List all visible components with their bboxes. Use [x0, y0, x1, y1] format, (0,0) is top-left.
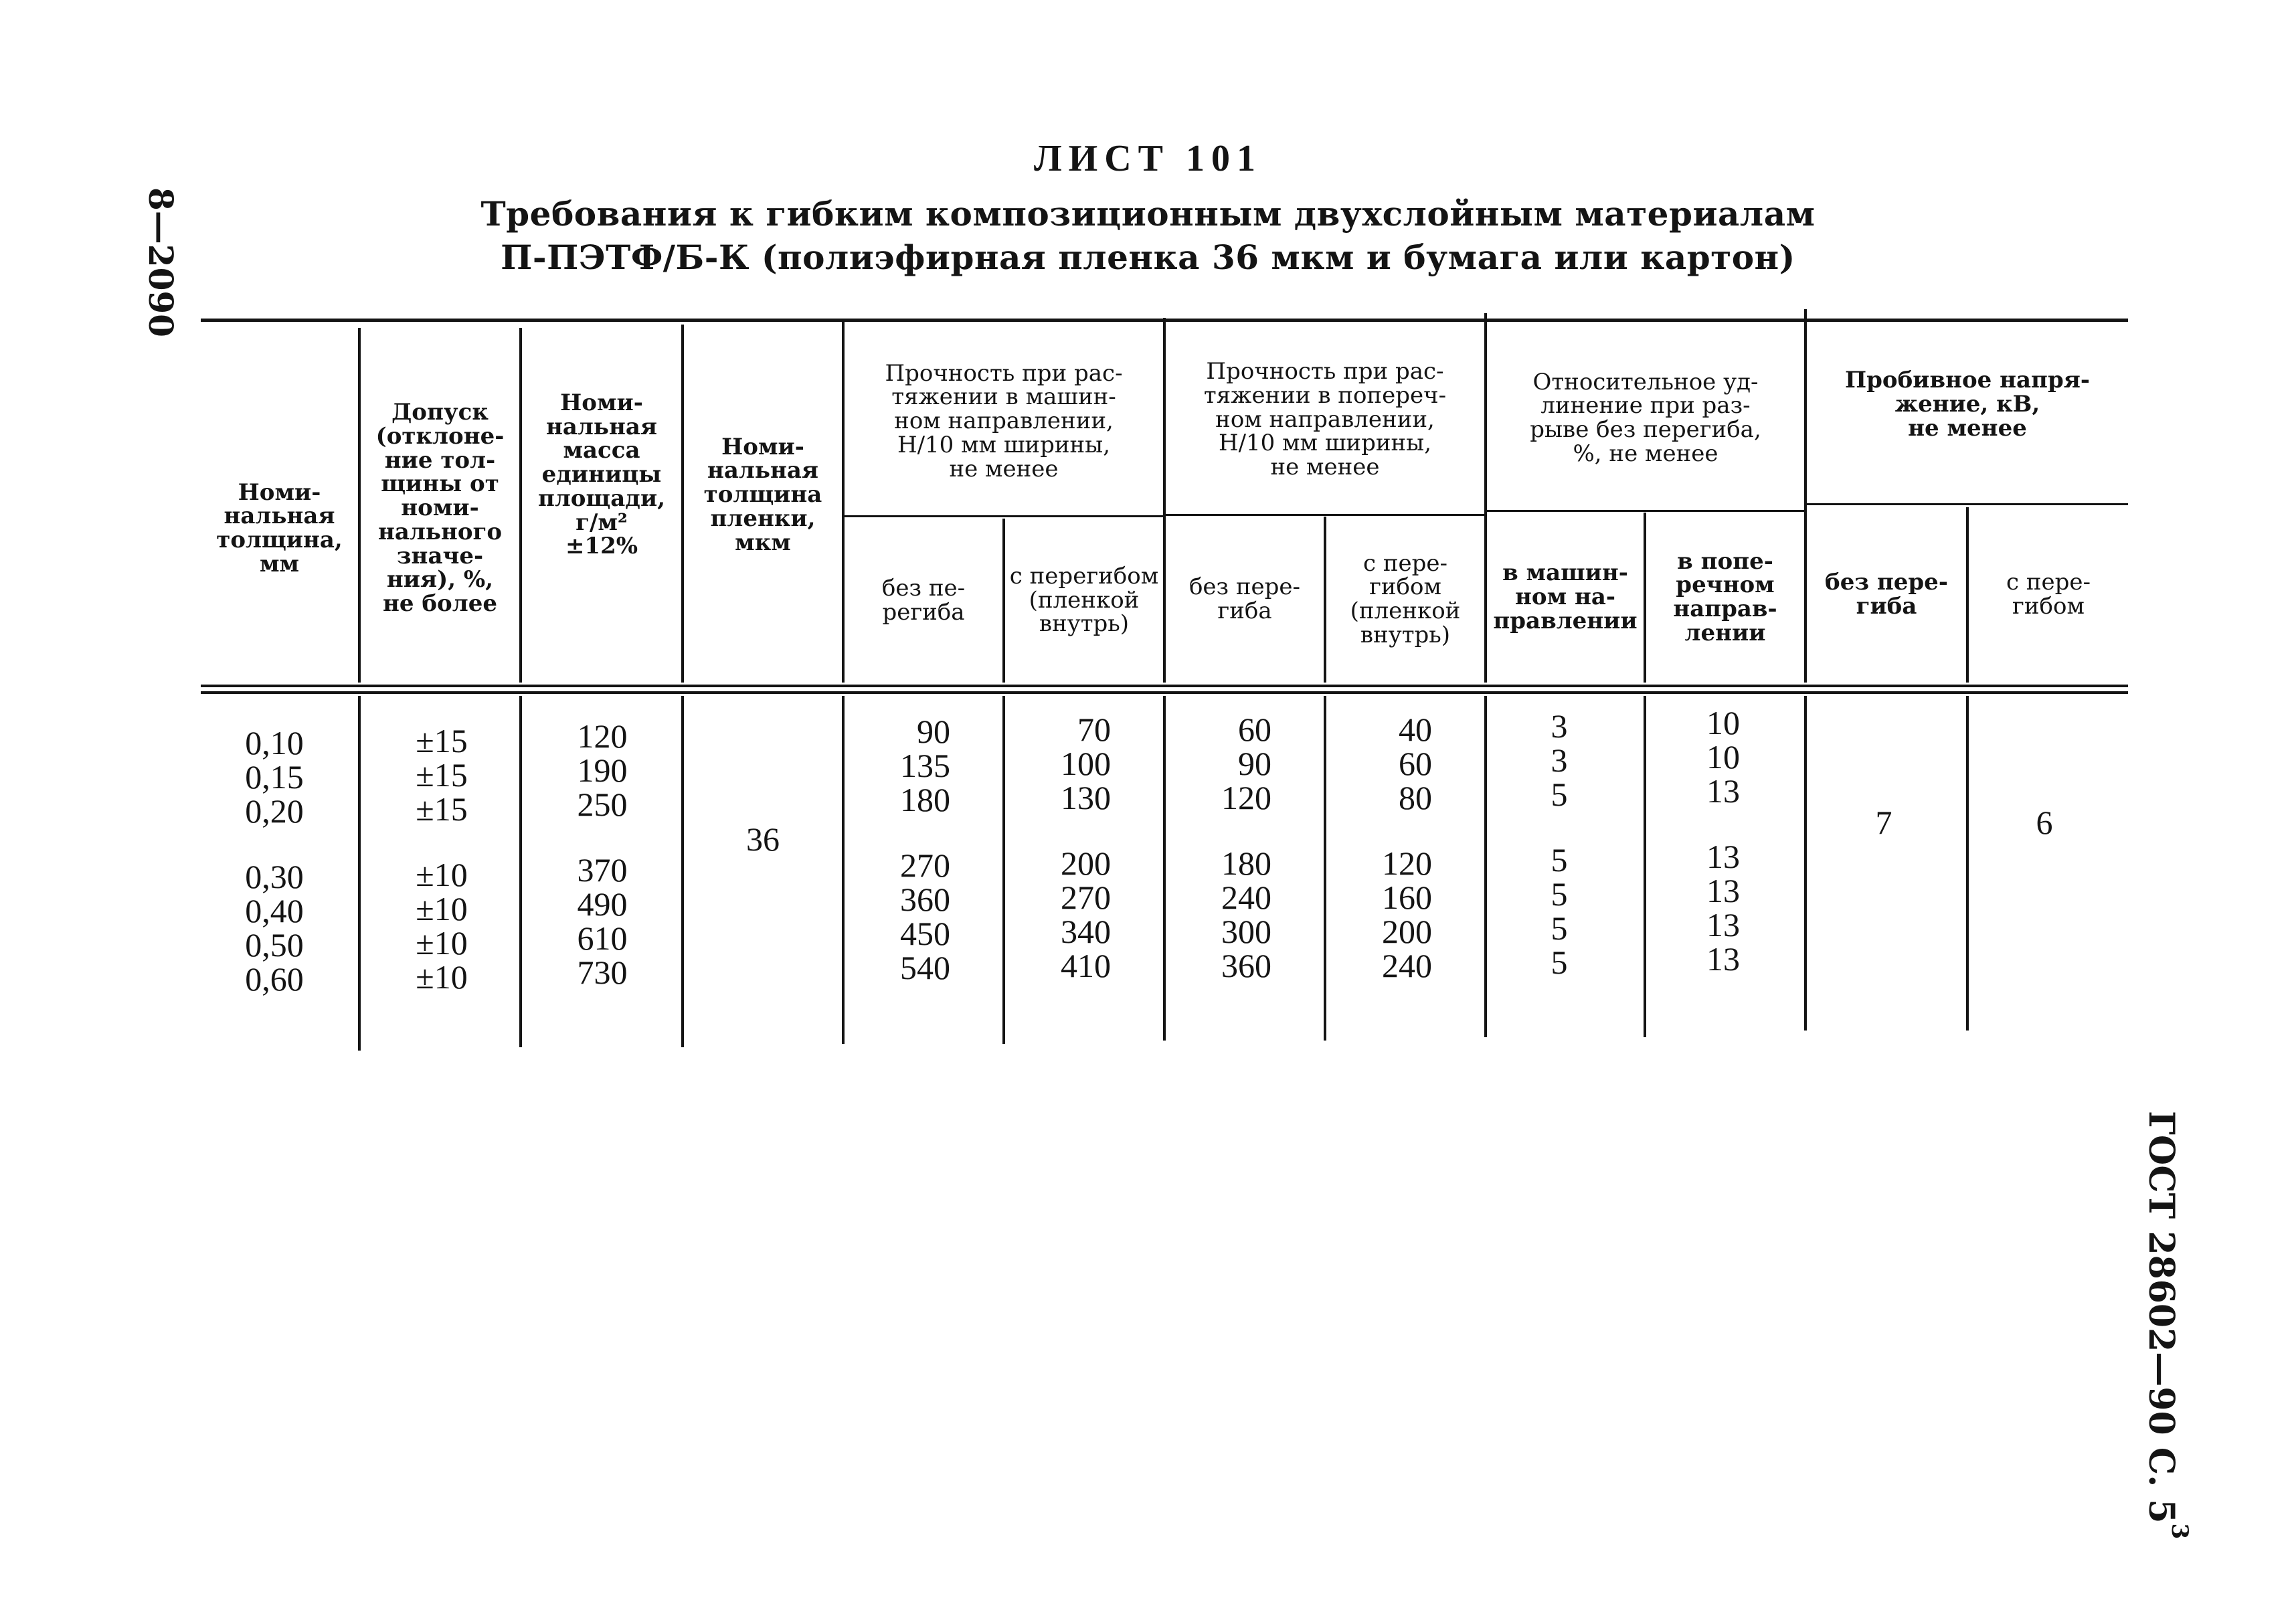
- column-strength-cross-bend: [1352, 713, 1432, 983]
- table-cell: 120: [1382, 844, 1432, 882]
- header-strength-machine: Прочность при рас- тяжении в машин- ном направлении, Н/10 мм ширины, не менее: [885, 359, 1123, 482]
- table-cell: 13: [1706, 940, 1740, 978]
- film-thickness-value: 36: [746, 820, 780, 858]
- table-cell: 5: [1551, 944, 1568, 981]
- table-caption-line-2: П-ПЭТФ/Б-К (полиэфирная пленка 36 мкм и бумага или картон): [501, 238, 1795, 277]
- table-cell: 0,15: [245, 758, 304, 796]
- table-cell: 10: [1706, 704, 1740, 741]
- table-cell: 5: [1551, 776, 1568, 813]
- table-cell: 135: [900, 747, 950, 784]
- header-rule-1: [201, 685, 2128, 687]
- breakdown-bend-value: 6: [2036, 804, 2053, 841]
- left-margin-code: 8—2090: [141, 187, 181, 337]
- breakdown-no-bend-value: 7: [1875, 804, 1892, 841]
- table-cell: 80: [1399, 779, 1432, 816]
- table-cell: 180: [1221, 844, 1271, 882]
- subhead-rule-a: [845, 515, 1164, 517]
- table-cell: 0,20: [245, 792, 304, 830]
- table-cell: 490: [577, 885, 628, 923]
- table-cell: 240: [1382, 947, 1432, 984]
- col-divider: [842, 696, 845, 1044]
- column-mass: [535, 719, 669, 990]
- table-cell: 270: [1061, 879, 1111, 916]
- header-tolerance: Допуск (отклоне- ние тол- щины от номи- нального значе- ния), %, не более: [375, 399, 505, 617]
- col-divider: [519, 696, 522, 1047]
- table-cell: ±10: [416, 890, 468, 927]
- subheader-no-bend: без пере- гиба: [1825, 569, 1948, 620]
- column-elongation-cross: [1686, 706, 1760, 976]
- table-cell: 190: [577, 751, 628, 789]
- table-cell: 240: [1221, 879, 1271, 916]
- table-cell: 730: [577, 954, 628, 991]
- header-elongation: Относительное уд- линение при раз- рыве без перегиба, %, не менее: [1530, 368, 1761, 467]
- table-cell: 410: [1061, 947, 1111, 984]
- table-cell: 60: [1238, 711, 1271, 748]
- col-divider: [1804, 696, 1807, 1031]
- subhead-rule-c: [1487, 510, 1804, 512]
- col-divider: [1002, 696, 1005, 1044]
- table-cell: 370: [577, 851, 628, 889]
- header-film-thickness: Номи- нальная толщина пленки, мкм: [703, 433, 822, 556]
- subheader-cross-direction: в попе- речном направ- лении: [1673, 547, 1777, 646]
- standard-sup: 3: [2166, 1523, 2193, 1540]
- table-cell: 3: [1551, 741, 1568, 779]
- column-strength-machine-bend: [1031, 713, 1111, 983]
- table-cell: ±10: [416, 924, 468, 962]
- table-cell: 540: [900, 949, 950, 986]
- header-breakdown-voltage: Пробивное напря- жение, кВ, не менее: [1845, 367, 2090, 442]
- subheader-with-bend: с пере- гибом (пленкой внутрь): [1350, 549, 1461, 648]
- table-cell: 270: [900, 846, 950, 884]
- table-cell: 100: [1061, 745, 1111, 782]
- col-divider: [358, 696, 361, 1051]
- table-cell: 450: [900, 915, 950, 952]
- subhead-rule-d: [1807, 503, 2128, 505]
- table-cell: 70: [1077, 711, 1111, 748]
- column-nominal-thickness: [214, 726, 335, 996]
- col-divider: [1644, 696, 1646, 1037]
- table-cell: 200: [1382, 913, 1432, 950]
- table-cell: 610: [577, 919, 628, 957]
- table-cell: 120: [577, 717, 628, 755]
- table-cell: 5: [1551, 841, 1568, 879]
- table-cell: 3: [1551, 707, 1568, 745]
- subheader-with-bend: с перегибом (пленкой внутрь): [1009, 562, 1159, 638]
- header-rule-2: [201, 691, 2128, 694]
- table-cell: 10: [1706, 738, 1740, 776]
- subheader-with-bend: с пере- гибом: [2006, 569, 2091, 620]
- subheader-no-bend: без пе- региба: [881, 574, 966, 626]
- table-cell: 13: [1706, 838, 1740, 875]
- table-cell: 5: [1551, 875, 1568, 913]
- table-cell: 0,50: [245, 926, 304, 964]
- table-cell: 13: [1706, 906, 1740, 944]
- table-cell: ±10: [416, 856, 468, 893]
- table-cell: 13: [1706, 872, 1740, 909]
- subheader-no-bend: без пере- гиба: [1188, 573, 1301, 624]
- table-cell: 90: [917, 713, 950, 750]
- table-cell: 250: [577, 786, 628, 823]
- header-nominal-thickness: Номи- нальная толщина, мм: [216, 478, 343, 577]
- column-tolerance: [375, 724, 509, 994]
- table-cell: 340: [1061, 913, 1111, 950]
- column-elongation-machine: [1526, 709, 1593, 980]
- col-divider: [1324, 696, 1326, 1041]
- table-cell: 130: [1061, 779, 1111, 816]
- table-cell: 0,40: [245, 892, 304, 929]
- table-caption-line-1: Требования к гибким композиционным двухслойным материалам: [480, 194, 1816, 234]
- table-cell: 40: [1399, 711, 1432, 748]
- table-cell: 13: [1706, 772, 1740, 810]
- table-cell: ±15: [416, 790, 468, 828]
- table-cell: ±15: [416, 756, 468, 794]
- col-divider: [1484, 696, 1487, 1037]
- table-cell: 160: [1382, 879, 1432, 916]
- table-cell: 0,30: [245, 858, 304, 895]
- sheet-title: ЛИСТ 101: [1033, 138, 1263, 179]
- table-cell: ±10: [416, 958, 468, 996]
- right-margin-standard: [2141, 1111, 2193, 1540]
- header-mass: Номи- нальная масса единицы площади, г/м² ±12%: [537, 389, 666, 560]
- col-divider: [681, 696, 684, 1047]
- column-strength-cross-no-bend: [1191, 713, 1271, 983]
- subhead-rule-b: [1166, 514, 1486, 516]
- table-cell: 60: [1399, 745, 1432, 782]
- standard-label: ГОСТ 28602—90 С. 5: [2141, 1111, 2182, 1524]
- table-cell: 360: [900, 881, 950, 918]
- table-cell: 0,10: [245, 724, 304, 762]
- subheader-machine-direction: в машин- ном на- правлении: [1493, 559, 1638, 634]
- table-cell: 180: [900, 781, 950, 818]
- header-strength-cross: Прочность при рас- тяжении в попереч- ном направлении, Н/10 мм ширины, не менее: [1203, 358, 1447, 481]
- table-cell: 5: [1551, 909, 1568, 947]
- table-cell: 200: [1061, 844, 1111, 882]
- col-divider: [1966, 696, 1969, 1031]
- col-divider: [1163, 696, 1166, 1041]
- table-cell: ±15: [416, 722, 468, 759]
- column-strength-machine-no-bend: [870, 715, 950, 985]
- table-cell: 90: [1238, 745, 1271, 782]
- table-cell: 0,60: [245, 960, 304, 998]
- table-cell: 300: [1221, 913, 1271, 950]
- table-cell: 360: [1221, 947, 1271, 984]
- table-cell: 120: [1221, 779, 1271, 816]
